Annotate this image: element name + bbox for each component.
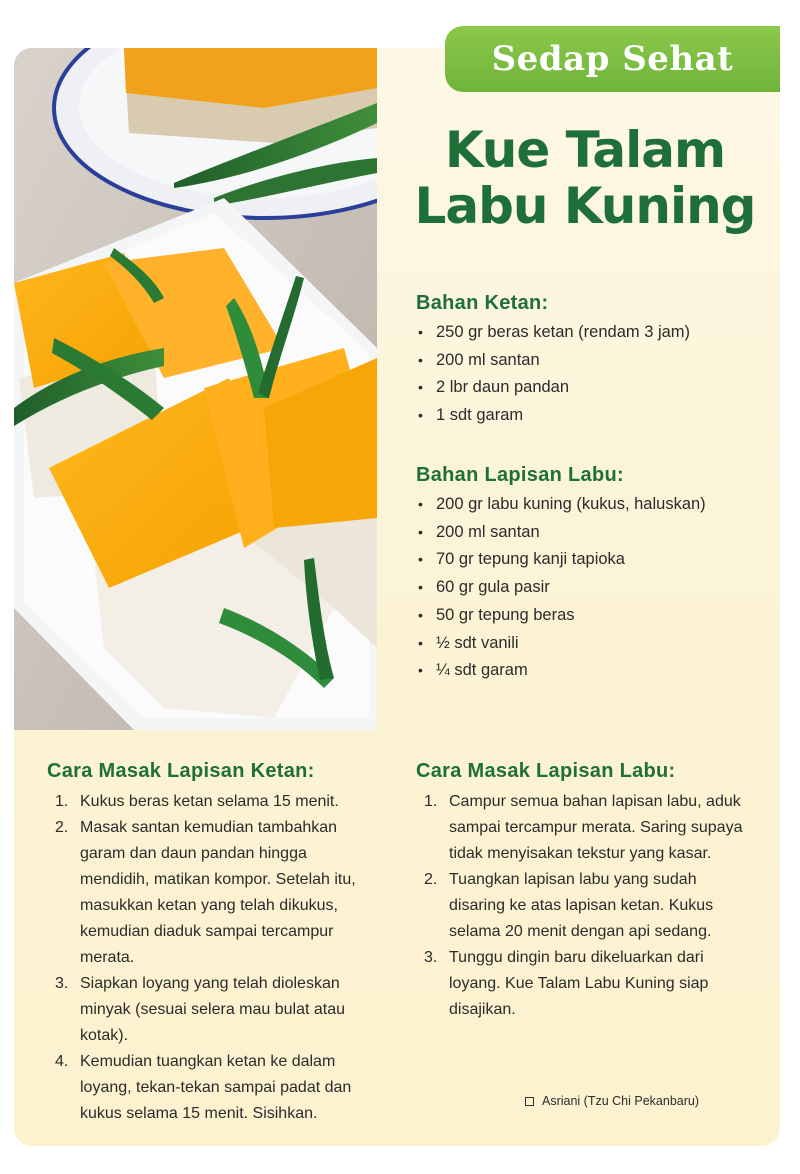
credit-text: Asriani (Tzu Chi Pekanbaru) — [542, 1094, 700, 1108]
masak-labu-heading: Cara Masak Lapisan Labu: — [416, 760, 676, 782]
masak-ketan-steps — [47, 789, 377, 1127]
bahan-labu-heading: Bahan Lapisan Labu: — [416, 464, 624, 486]
bahan-ketan-section — [416, 292, 766, 430]
food-photo — [14, 48, 377, 730]
masak-ketan-heading: Cara Masak Lapisan Ketan: — [47, 760, 315, 782]
bahan-ketan-heading: Bahan Ketan: — [416, 292, 549, 314]
masak-labu-section — [416, 760, 752, 1023]
list-item: • 250 gr beras ketan (rendam 3 jam) — [416, 319, 766, 347]
list-item: • 200 ml santan — [416, 519, 776, 547]
list-item: • ¼ sdt garam — [416, 657, 776, 685]
section-badge — [445, 26, 780, 92]
badge-label: Sedap Sehat — [491, 39, 734, 79]
bahan-labu-list — [416, 491, 776, 685]
list-item: • 2 lbr daun pandan — [416, 374, 766, 402]
step-item: 1. Kukus beras ketan selama 15 menit. — [55, 793, 339, 810]
checkbox-square-icon — [525, 1097, 534, 1106]
step-item: 2. Tuangkan lapisan labu yang sudah disaring ke atas lapisan ketan. Kukus selama 20 menit dengan api sedang. — [424, 871, 714, 940]
title-line-1: Kue Talam — [444, 121, 726, 179]
list-item: • ½ sdt vanili — [416, 630, 776, 658]
title-line-2: Labu Kuning — [414, 177, 756, 235]
step-item: 1. Campur semua bahan lapisan labu, aduk sampai tercampur merata. Saring supaya tidak menyisakan tekstur yang kasar. — [424, 793, 743, 862]
bahan-ketan-list — [416, 319, 766, 430]
step-item: 3. Siapkan loyang yang telah dioleskan minyak (sesuai selera mau bulat atau kotak). — [55, 975, 346, 1044]
list-item: • 50 gr tepung beras — [416, 602, 776, 630]
step-item: 4. Kemudian tuangkan ketan ke dalam loyang, tekan-tekan sampai padat dan kukus selama 15 menit. Sisihkan. — [55, 1053, 352, 1122]
masak-labu-steps — [416, 789, 752, 1023]
recipe-title — [410, 122, 760, 234]
author-credit — [525, 1094, 699, 1108]
list-item: • 200 ml santan — [416, 347, 766, 375]
step-item: 2. Masak santan kemudian tambahkan garam dan daun pandan hingga mendidih, matikan kompor. Setelah itu, masukkan ketan yang telah dikukus, kemudian diaduk sampai tercampur merata. — [55, 819, 356, 966]
list-item: • 1 sdt garam — [416, 402, 766, 430]
bahan-labu-section — [416, 464, 776, 685]
masak-ketan-section — [47, 760, 377, 1127]
kue-talam-illustration — [14, 48, 377, 730]
step-item: 3. Tunggu dingin baru dikeluarkan dari loyang. Kue Talam Labu Kuning siap disajikan. — [424, 949, 709, 1018]
list-item: • 200 gr labu kuning (kukus, haluskan) — [416, 491, 776, 519]
list-item: • 60 gr gula pasir — [416, 574, 776, 602]
list-item: • 70 gr tepung kanji tapioka — [416, 546, 776, 574]
